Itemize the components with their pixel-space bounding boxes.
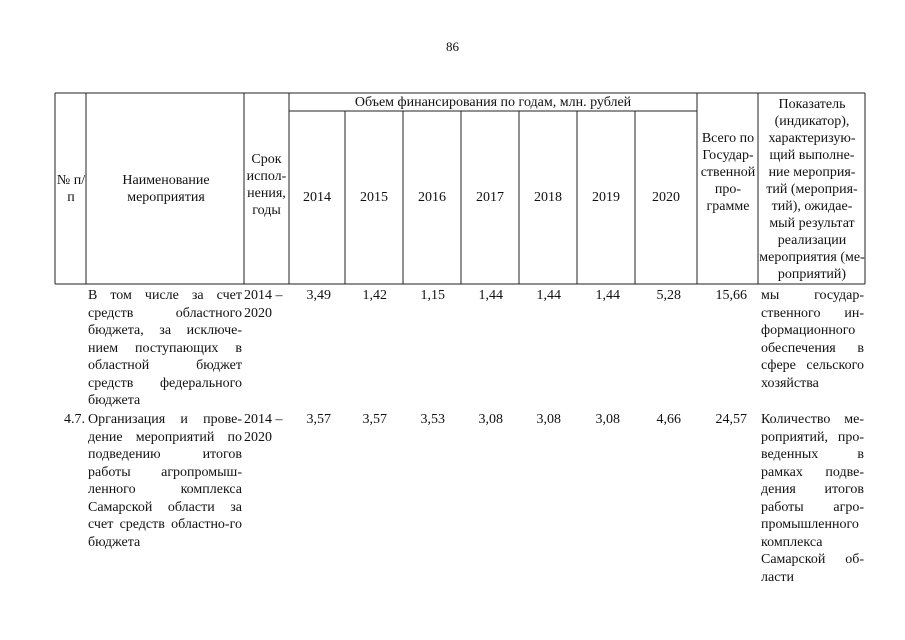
- row-2-value-2016: 3,53: [420, 412, 445, 427]
- header-name: Наименование мероприятия: [122, 173, 210, 205]
- header-year: 2015: [360, 190, 388, 205]
- header-total: Всего по Государ-ственной про-грамме: [700, 131, 756, 214]
- row-1-total: 15,66: [715, 288, 747, 303]
- page-number: 86: [446, 39, 459, 54]
- row-1-indicator: мы государ-ственного ин-формационного обеспечения в сфере сельского хозяйства: [761, 288, 864, 391]
- header-year: 2020: [652, 190, 680, 205]
- header-funding-group: Объем финансирования по годам, млн. рублей: [354, 95, 632, 110]
- header-year: 2019: [592, 190, 620, 205]
- row-2-value-2017: 3,08: [478, 412, 503, 427]
- row-2-name: Организация и прове-дение мероприятий по подведению итогов работы агропромыш-ленного комплекса Самарской области за счет средств областно-го бюджета: [88, 412, 242, 550]
- header-num: № п/п: [56, 173, 86, 205]
- row-2-value-2014: 3,57: [306, 412, 331, 427]
- row-2-value-2019: 3,08: [595, 412, 620, 427]
- header-year: 2018: [534, 190, 562, 205]
- row-2-total: 24,57: [715, 412, 747, 427]
- header-year: 2017: [476, 190, 504, 205]
- row-2-value-2018: 3,08: [536, 412, 561, 427]
- header-term: Срок испол-нения, годы: [246, 152, 287, 218]
- row-2-num: 4.7.: [64, 412, 85, 427]
- row-1-value-2015: 1,42: [362, 288, 387, 303]
- row-2-value-2015: 3,57: [362, 412, 387, 427]
- row-2-value-2020: 4,66: [656, 412, 681, 427]
- row-1-name: В том числе за счет средств областного бюджета, за исключе-нием поступающих в областной бюджет средств федерального бюджета: [88, 288, 242, 408]
- row-1-value-2019: 1,44: [595, 288, 620, 303]
- header-indicator: Показатель (индикатор), характеризую-щий выполне-ние мероприя-тий (мероприя-тий), ожидае-мый результат реализации мероприятия (ме-роприятий): [759, 97, 865, 282]
- row-1-value-2014: 3,49: [306, 288, 331, 303]
- row-1-value-2017: 1,44: [478, 288, 503, 303]
- header-year: 2014: [303, 190, 331, 205]
- row-1-value-2018: 1,44: [536, 288, 561, 303]
- header-year: 2016: [418, 190, 446, 205]
- row-2-indicator: Количество ме-роприятий, про-веденных в рамках подве-дения итогов работы агро-промышленного комплекса Самарской об-ласти: [761, 412, 864, 585]
- row-1-value-2016: 1,15: [420, 288, 445, 303]
- row-2-term: 2014 – 2020: [244, 412, 283, 445]
- row-1-value-2020: 5,28: [656, 288, 681, 303]
- row-1-term: 2014 – 2020: [244, 288, 283, 321]
